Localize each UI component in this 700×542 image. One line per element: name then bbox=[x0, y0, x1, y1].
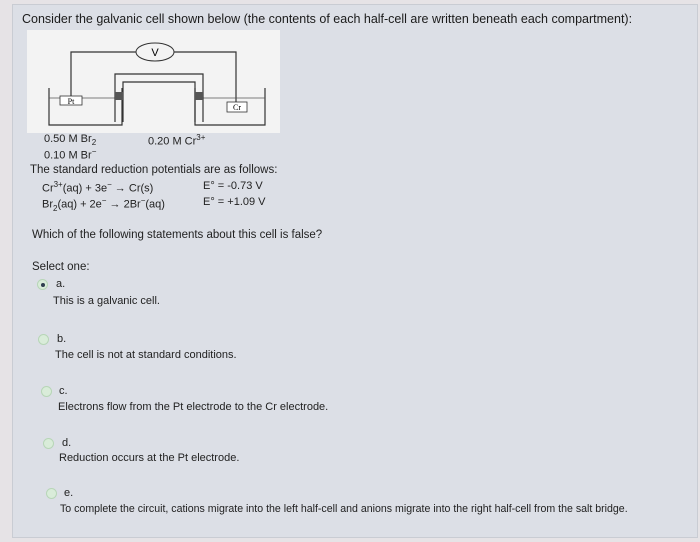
option-d-text[interactable]: Reduction occurs at the Pt electrode. bbox=[59, 452, 240, 464]
option-c-radio[interactable] bbox=[41, 386, 52, 397]
option-d-letter: d. bbox=[62, 437, 72, 449]
option-b-letter: b. bbox=[57, 333, 67, 345]
left-cell-line1: 0.50 M $Br_2$ bbox=[44, 133, 97, 148]
question-text: Consider the galvanic cell shown below (the contents of each half-cell are written beneath each compartment): bbox=[22, 12, 633, 26]
question-prompt: Which of the following statements about this cell is false? bbox=[32, 229, 323, 241]
option-d-radio[interactable] bbox=[43, 438, 54, 449]
option-e-radio[interactable] bbox=[46, 488, 57, 499]
cell-svg bbox=[27, 30, 280, 133]
galvanic-cell-diagram bbox=[27, 30, 280, 133]
option-b-text[interactable]: The cell is not at standard conditions. bbox=[55, 349, 237, 361]
voltmeter-label: V bbox=[151, 47, 159, 59]
salt-bridge bbox=[115, 74, 203, 122]
option-e-text[interactable]: To complete the circuit, cations migrate into the left half-cell and anions migrate into the right half-cell from the salt bridge. bbox=[60, 503, 628, 515]
option-e-letter: e. bbox=[64, 487, 74, 499]
option-c-letter: c. bbox=[59, 385, 68, 397]
left-beaker bbox=[49, 88, 122, 125]
right-cell-content: 0.20 M $Cr^{3+}$ bbox=[148, 133, 206, 148]
option-b-radio[interactable] bbox=[38, 334, 49, 345]
reaction-br: $Br_2(aq) + 2e^- \to 2Br^-(aq)$ bbox=[42, 196, 165, 213]
left-cell-line2: 0.10 M Br− bbox=[44, 147, 97, 162]
pt-electrode-label: Pt bbox=[67, 97, 75, 106]
option-c-text[interactable]: Electrons flow from the Pt electrode to the Cr electrode. bbox=[58, 401, 329, 413]
cr-electrode-label: Cr bbox=[233, 103, 241, 112]
potential-br: E° = +1.09 V bbox=[203, 196, 266, 208]
left-wire bbox=[71, 52, 136, 98]
option-a-text[interactable]: This is a galvanic cell. bbox=[53, 295, 160, 307]
right-wire bbox=[174, 52, 236, 104]
potentials-intro: The standard reduction potentials are as follows: bbox=[30, 164, 278, 176]
potential-cr: E° = -0.73 V bbox=[203, 180, 263, 192]
reaction-cr: $Cr^{3+}(aq) + 3e^- \to Cr(s)$ bbox=[42, 180, 154, 195]
select-one-label: Select one: bbox=[32, 261, 90, 273]
option-a-radio[interactable] bbox=[37, 279, 48, 290]
option-a-letter: a. bbox=[56, 278, 66, 290]
